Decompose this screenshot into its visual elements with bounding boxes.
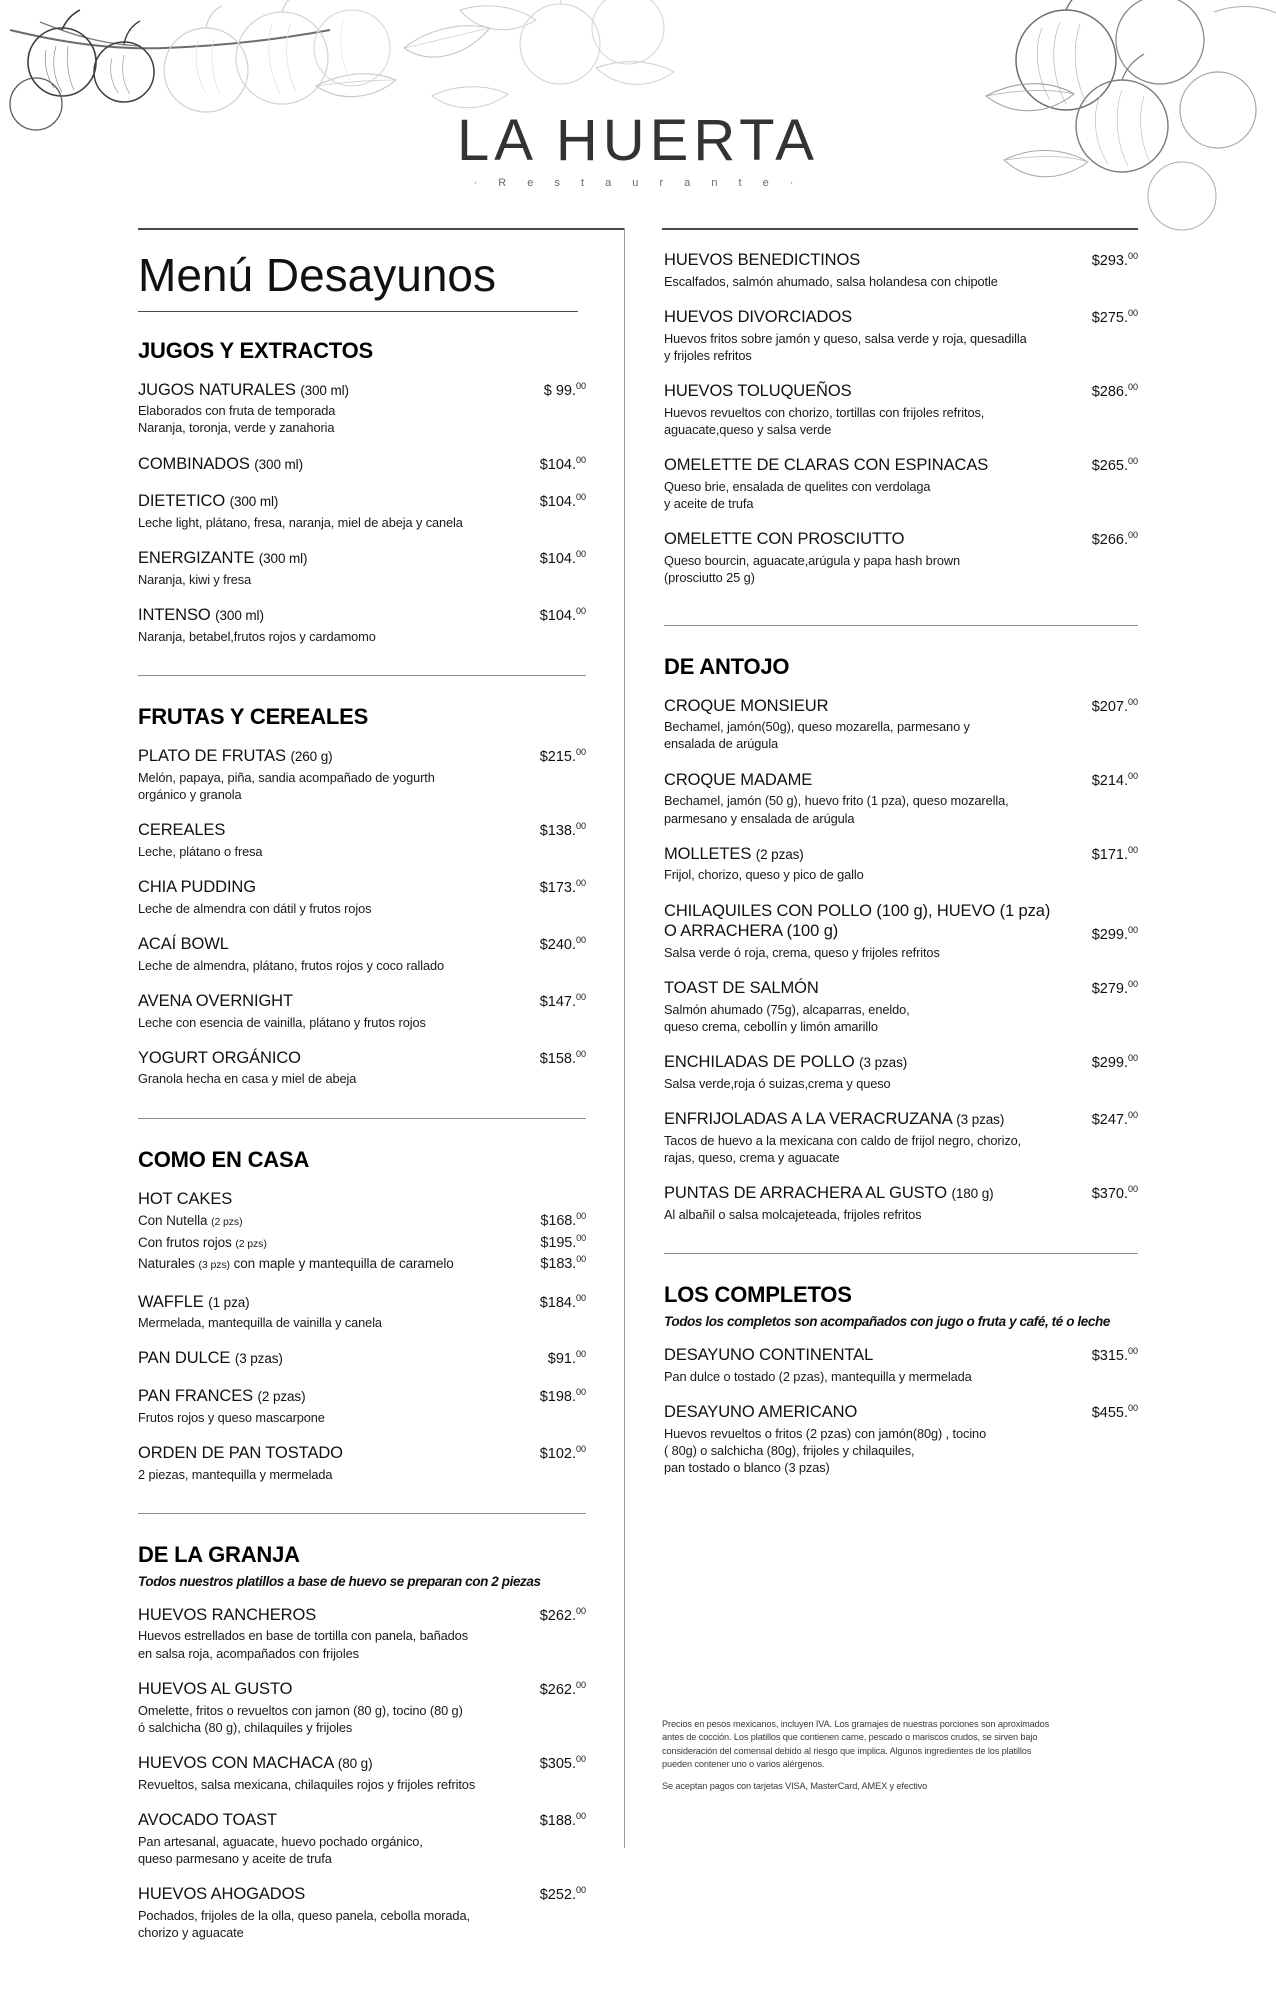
item-name: PAN FRANCES (2 pzas) — [138, 1387, 306, 1406]
item-price: $91.00 — [547, 1349, 586, 1368]
item-description: Huevos revueltos con chorizo, tortillas con frijoles refritos, aguacate,queso y salsa verde — [664, 404, 985, 437]
menu-item — [138, 1884, 586, 1941]
menu-item — [138, 380, 586, 437]
menu-item — [664, 1345, 1138, 1385]
los-completos-items — [664, 1345, 1138, 1476]
section-heading: DE ANTOJO — [664, 653, 790, 679]
menu-item — [138, 1386, 586, 1426]
section-de-la-granja — [138, 1542, 586, 1942]
item-description: Melón, papaya, piña, sandia acompañado de yogurth orgánico y granola — [138, 769, 435, 802]
item-name: OMELETTE CON PROSCIUTTO — [664, 530, 905, 549]
item-main — [138, 1348, 514, 1369]
item-price: $286.00 — [1091, 382, 1138, 400]
item-name: CROQUE MADAME — [664, 770, 813, 789]
menu-item — [664, 1402, 1138, 1476]
item-description: Pan dulce o tostado (2 pzas), mantequilla y mermelada — [664, 1368, 972, 1384]
item-description: Pan artesanal, aguacate, huevo pochado orgánico, queso parmesano y aceite de trufa — [138, 1833, 423, 1866]
section-heading: COMO EN CASA — [138, 1146, 310, 1172]
item-price: $147.00 — [539, 991, 586, 1010]
item-description: Queso bourcin, aguacate,arúgula y papa hash brown (prosciutto 25 g) — [664, 552, 961, 586]
item-name: CROQUE MONSIEUR — [664, 696, 829, 715]
section-de-antojo — [664, 654, 1138, 1224]
item-description: Frijol, chorizo, queso y pico de gallo — [664, 867, 864, 883]
de-antojo-items — [664, 696, 1138, 1224]
variant-label: Con Nutella (2 pzs) — [138, 1213, 243, 1229]
item-name: HUEVOS RANCHEROS — [138, 1605, 317, 1624]
menu-item — [664, 455, 1138, 512]
item-price: $315.00 — [1091, 1346, 1138, 1365]
item-name: WAFFLE (1 pza) — [138, 1292, 250, 1311]
item-main — [138, 1810, 514, 1867]
item-main — [138, 1605, 514, 1662]
column-divider — [624, 228, 625, 1848]
menu-item — [138, 1048, 586, 1088]
menu-item — [138, 548, 586, 588]
item-price: $299.00 — [1091, 1053, 1138, 1072]
menu-item — [138, 934, 586, 974]
item-main — [138, 1048, 514, 1088]
menu-item — [664, 1109, 1138, 1166]
item-quantity: (260 g) — [290, 749, 333, 765]
item-price: $104.00 — [539, 492, 586, 511]
item-price: $370.00 — [1091, 1184, 1138, 1203]
menu-item — [664, 901, 1138, 962]
item-name: HUEVOS AHOGADOS — [138, 1885, 306, 1904]
section-heading: DE LA GRANJA — [138, 1541, 300, 1567]
item-price: $104.00 — [539, 454, 586, 473]
menu-item — [138, 1443, 586, 1483]
item-quantity: (3 pzas) — [234, 1351, 283, 1367]
item-name: HOT CAKES — [138, 1189, 233, 1208]
item-main — [664, 529, 1066, 586]
menu-item — [138, 491, 586, 531]
item-price: $455.00 — [1091, 1403, 1138, 1422]
menu-item — [664, 250, 1138, 290]
item-name: ENERGIZANTE (300 ml) — [138, 549, 308, 568]
variant-label: Naturales (3 pzs) con maple y mantequilla de caramelo — [138, 1255, 454, 1271]
item-description: Leche de almendra con dátil y frutos rojos — [138, 900, 372, 916]
left-column — [138, 228, 608, 1971]
item-name: PAN DULCE (3 pzas) — [138, 1349, 283, 1368]
item-name: ACAÍ BOWL — [138, 934, 229, 953]
section-rule-de-antojo — [664, 625, 1138, 626]
item-price: $184.00 — [539, 1292, 586, 1311]
menu-item — [138, 746, 586, 803]
item-price: $247.00 — [1091, 1110, 1138, 1129]
restaurant-logo — [0, 108, 1276, 189]
section-heading: JUGOS Y EXTRACTOS — [138, 337, 374, 363]
item-main — [138, 934, 514, 974]
menu-item — [664, 1052, 1138, 1092]
item-description: Elaborados con fruta de temporada Naranja, toronja, verde y zanahoria — [138, 403, 336, 436]
item-main — [664, 978, 1066, 1035]
item-description: Huevos fritos sobre jamón y queso, salsa verde y roja, quesadilla y frijoles refritos — [664, 330, 1027, 363]
section-como-en-casa — [138, 1147, 586, 1483]
item-main — [664, 1345, 1066, 1385]
section-heading: FRUTAS Y CEREALES — [138, 704, 369, 730]
item-quantity: (300 ml) — [300, 382, 349, 398]
variant-label: Con frutos rojos (2 pzs) — [138, 1234, 267, 1250]
item-main — [664, 1109, 1066, 1166]
menu-item — [138, 1810, 586, 1867]
item-price: $262.00 — [539, 1679, 586, 1698]
menu-item — [138, 1348, 586, 1369]
item-name: HUEVOS BENEDICTINOS — [664, 251, 861, 269]
item-description: Frutos rojos y queso mascarpone — [138, 1409, 325, 1425]
item-main — [138, 820, 514, 860]
hot-cakes-variant-list — [138, 1210, 586, 1274]
item-name: COMBINADOS (300 ml) — [138, 454, 303, 473]
item-main — [138, 605, 514, 645]
item-main — [138, 380, 514, 437]
hot-cakes-variant — [138, 1253, 586, 1274]
item-quantity: (300 ml) — [258, 551, 308, 567]
right-column — [664, 228, 1138, 1971]
variant-quantity: (3 pzs) — [198, 1258, 230, 1271]
item-name: PLATO DE FRUTAS (260 g) — [138, 747, 333, 766]
item-quantity: (300 ml) — [229, 494, 279, 510]
item-main — [138, 1679, 514, 1736]
item-price: $207.00 — [1091, 696, 1138, 715]
item-price: $104.00 — [539, 549, 586, 568]
item-price: $279.00 — [1091, 979, 1138, 998]
item-main — [138, 1386, 514, 1426]
item-price: $305.00 — [539, 1754, 586, 1772]
item-description: Huevos estrellados en base de tortilla con panela, bañados en salsa roja, acompañados con frijoles — [138, 1628, 468, 1661]
item-name: TOAST DE SALMÓN — [664, 979, 819, 998]
variant-price: $183.00 — [540, 1254, 586, 1272]
item-description: Bechamel, jamón(50g), queso mozarella, parmesano y ensalada de arúgula — [664, 719, 970, 752]
column-gap — [608, 228, 664, 1971]
item-description: Omelette, fritos o revueltos con jamon (80 g), tocino (80 g) ó salchicha (80 g), chilaquiles y frijoles — [138, 1702, 463, 1735]
item-main — [664, 381, 1066, 438]
menu-item — [664, 770, 1138, 827]
item-description: Pochados, frijoles de la olla, queso panela, cebolla morada, chorizo y aguacate — [138, 1907, 470, 1941]
menu-item — [664, 844, 1138, 884]
fineprint-line-2: Se aceptan pagos con tarjetas VISA, MasterCard, AMEX y efectivo — [662, 1781, 928, 1792]
item-description: Naranja, kiwi y fresa — [138, 571, 252, 587]
item-name: PUNTAS DE ARRACHERA AL GUSTO (180 g) — [664, 1184, 994, 1203]
item-main — [664, 901, 1066, 962]
item-name: CEREALES — [138, 821, 226, 840]
item-name: AVOCADO TOAST — [138, 1811, 277, 1829]
item-main — [138, 991, 514, 1031]
item-description: Escalfados, salmón ahumado, salsa holandesa con chipotle — [664, 273, 998, 289]
item-price: $252.00 — [539, 1885, 586, 1903]
menu-item — [138, 820, 586, 860]
menu-item — [664, 529, 1138, 586]
item-main — [138, 1443, 514, 1483]
menu-item — [664, 978, 1138, 1035]
section-heading: LOS COMPLETOS — [664, 1282, 852, 1308]
item-description: Bechamel, jamón (50 g), huevo frito (1 pza), queso mozarella, parmesano y ensalada de arúgula — [664, 793, 1009, 826]
de-la-granja-items — [138, 1605, 586, 1942]
section-note: Todos los completos son acompañados con jugo o fruta y café, té o leche — [664, 1314, 1110, 1330]
item-description: Granola hecha en casa y miel de abeja — [138, 1071, 357, 1087]
item-description: 2 piezas, mantequilla y mermelada — [138, 1466, 333, 1482]
item-description: Al albañil o salsa molcajeteada, frijoles refritos — [664, 1207, 922, 1223]
item-main — [664, 1183, 1066, 1223]
item-name: CHILAQUILES CON POLLO (100 g), HUEVO (1 pza) O ARRACHERA (100 g) — [664, 901, 1051, 941]
item-name: AVENA OVERNIGHT — [138, 991, 293, 1010]
item-name: HUEVOS TOLUQUEÑOS — [664, 382, 852, 401]
section-note: Todos nuestros platillos a base de huevo se preparan con 2 piezas — [138, 1573, 541, 1589]
item-description: Leche de almendra, plátano, frutos rojos y coco rallado — [138, 957, 445, 973]
menu-item-hot-cakes — [138, 1189, 586, 1275]
item-quantity: (1 pza) — [208, 1294, 250, 1310]
item-price: $171.00 — [1091, 844, 1138, 863]
item-quantity: (2 pzas) — [755, 846, 804, 862]
section-rule-los-completos — [664, 1253, 1138, 1254]
menu-item — [138, 1679, 586, 1736]
item-name: INTENSO (300 ml) — [138, 606, 264, 625]
item-name: MOLLETES (2 pzas) — [664, 844, 804, 863]
section-los-completos — [664, 1282, 1138, 1476]
item-description: Leche con esencia de vainilla, plátano y frutos rojos — [138, 1014, 426, 1030]
page-title: Menú Desayunos — [138, 249, 496, 301]
menu-item — [664, 1183, 1138, 1223]
section-rule — [138, 675, 586, 676]
item-name: ENCHILADAS DE POLLO (3 pzas) — [664, 1053, 908, 1072]
menu-item — [138, 1605, 586, 1662]
item-price: $293.00 — [1091, 251, 1138, 269]
item-price: $188.00 — [539, 1811, 586, 1829]
menu-item — [664, 381, 1138, 438]
item-name: JUGOS NATURALES (300 ml) — [138, 380, 349, 399]
item-main — [664, 770, 1066, 827]
item-price: $214.00 — [1091, 770, 1138, 789]
item-name: HUEVOS CON MACHACA (80 g) — [138, 1754, 373, 1773]
menu-item — [138, 991, 586, 1031]
item-main — [138, 491, 514, 531]
item-quantity: (3 pzas) — [859, 1055, 908, 1071]
item-price: $215.00 — [539, 747, 586, 765]
menu-item — [138, 454, 586, 475]
item-name: ORDEN DE PAN TOSTADO — [138, 1443, 343, 1462]
menu-section — [138, 704, 586, 1088]
item-price: $275.00 — [1091, 307, 1138, 326]
item-description: Naranja, betabel,frutos rojos y cardamomo — [138, 628, 376, 644]
item-quantity: (300 ml) — [215, 608, 264, 624]
item-price: $ 99.00 — [543, 380, 586, 399]
item-quantity: (2 pzas) — [257, 1389, 306, 1405]
title-rule — [138, 311, 578, 312]
item-quantity: (3 pzas) — [956, 1112, 1005, 1128]
item-price: $262.00 — [539, 1605, 586, 1624]
item-main — [138, 454, 514, 475]
item-name: OMELETTE DE CLARAS CON ESPINACAS — [664, 456, 989, 475]
item-price: $173.00 — [539, 878, 586, 896]
menu-columns — [138, 228, 1138, 1971]
item-main — [664, 307, 1066, 364]
menu-section — [138, 338, 586, 645]
item-price: $240.00 — [539, 934, 586, 953]
item-description: Mermelada, mantequilla de vainilla y canela — [138, 1315, 382, 1331]
item-name: DESAYUNO AMERICANO — [664, 1403, 858, 1422]
item-quantity: (80 g) — [337, 1756, 373, 1772]
variant-quantity: (2 pzs) — [211, 1216, 243, 1229]
item-main — [138, 1292, 514, 1332]
item-price: $102.00 — [539, 1443, 586, 1462]
item-price: $265.00 — [1091, 456, 1138, 475]
item-main — [664, 696, 1066, 753]
item-main — [664, 1052, 1066, 1092]
menu-item — [138, 1292, 586, 1332]
item-name: CHIA PUDDING — [138, 878, 256, 897]
left-sections-container — [138, 338, 586, 1088]
item-main — [138, 746, 514, 803]
item-description: Tacos de huevo a la mexicana con caldo de frijol negro, chorizo, rajas, queso, crema y aguacate — [664, 1132, 1022, 1166]
item-price: $104.00 — [539, 606, 586, 624]
item-description: Salsa verde ó roja, crema, queso y frijoles refritos — [664, 944, 940, 960]
item-quantity: (300 ml) — [254, 456, 303, 472]
item-name: HUEVOS AL GUSTO — [138, 1679, 293, 1698]
item-name: ENFRIJOLADAS A LA VERACRUZANA (3 pzas) — [664, 1110, 1005, 1129]
menu-item — [664, 696, 1138, 753]
brand-name: LA HUERTA — [457, 108, 819, 173]
fineprint-disclaimer — [662, 1718, 1062, 1794]
variant-price: $195.00 — [540, 1232, 586, 1251]
menu-item — [138, 605, 586, 645]
item-description: Salmón ahumado (75g), alcaparras, eneldo, queso crema, cebollín y limón amarillo — [664, 1001, 910, 1035]
menu-item — [138, 877, 586, 917]
hot-cakes-variant — [138, 1232, 586, 1253]
item-description: Leche light, plátano, fresa, naranja, miel de abeja y canela — [138, 515, 463, 530]
item-price: $266.00 — [1091, 530, 1138, 549]
item-price: $158.00 — [539, 1048, 586, 1067]
item-description: Leche, plátano o fresa — [138, 843, 263, 859]
variant-quantity: (2 pzs) — [235, 1237, 267, 1250]
item-main — [664, 844, 1066, 884]
right-top-items — [664, 250, 1138, 587]
section-rule-de-la-granja — [138, 1513, 586, 1514]
item-main — [138, 548, 514, 588]
item-main — [664, 1402, 1066, 1476]
item-name: YOGURT ORGÁNICO — [138, 1048, 301, 1067]
item-quantity: (180 g) — [951, 1186, 994, 1202]
item-price: $198.00 — [539, 1387, 586, 1405]
item-main — [138, 1884, 514, 1941]
hot-cakes-variant — [138, 1210, 586, 1231]
menu-item — [664, 307, 1138, 364]
item-price: $299.00 — [1091, 924, 1138, 943]
brand-subtitle: · R e s t a u r a n t e · — [473, 177, 803, 189]
section-right-eggs — [664, 250, 1138, 587]
item-description: Queso brie, ensalada de quelites con verdolaga y aceite de trufa — [664, 478, 931, 512]
item-main — [664, 250, 1066, 290]
item-price: $138.00 — [539, 821, 586, 840]
item-description: Salsa verde,roja ó suizas,crema y queso — [664, 1076, 891, 1092]
item-main — [664, 455, 1066, 512]
item-main — [138, 877, 514, 917]
como-en-casa-items — [138, 1292, 586, 1483]
item-name: HUEVOS DIVORCIADOS — [664, 307, 852, 326]
item-name: DESAYUNO CONTINENTAL — [664, 1346, 874, 1365]
variant-price: $168.00 — [540, 1211, 586, 1230]
item-description: Revueltos, salsa mexicana, chilaquiles rojos y frijoles refritos — [138, 1776, 476, 1792]
section-rule-como-en-casa — [138, 1118, 586, 1119]
item-main — [138, 1753, 514, 1793]
fineprint-line-1: Precios en pesos mexicanos, incluyen IVA. Los gramajes de nuestras porciones son aproximados antes de cocción. Los platillos que contienen carne, pescado o mariscos crudos, se sirven bajo consideración del comensal debido al riesgo que implica. Algunos ingredientes de los platillos pueden contener uno o varios alérgenos. — [662, 1719, 1050, 1770]
menu-item — [138, 1753, 586, 1793]
item-name: DIETETICO (300 ml) — [138, 492, 279, 511]
item-description: Huevos revueltos o fritos (2 pzas) con jamón(80g) , tocino ( 80g) o salchicha (80g), frijoles y chilaquiles, pan tostado o blanco (3 pzas) — [664, 1425, 987, 1476]
